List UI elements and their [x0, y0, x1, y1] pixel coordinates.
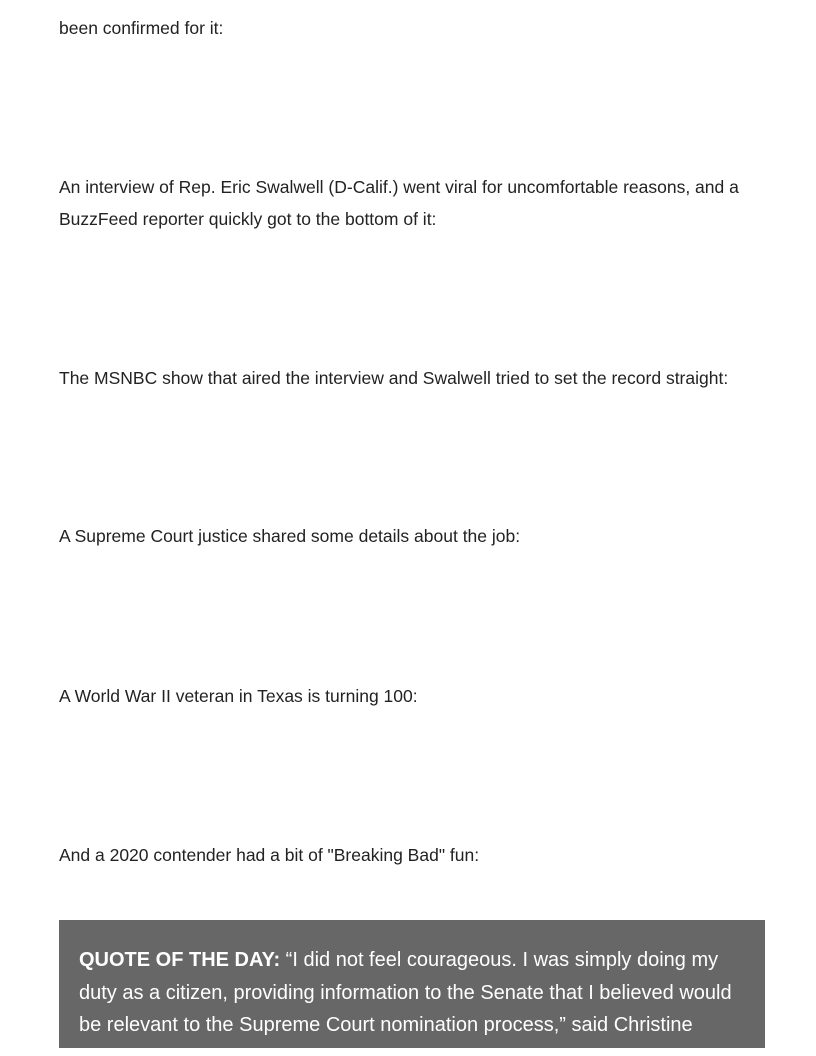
article-paragraph: A World War II veteran in Texas is turning 100: — [59, 686, 418, 706]
quote-label: QUOTE OF THE DAY: — [79, 949, 281, 971]
article-paragraph: An interview of Rep. Eric Swalwell (D-Calif.) went viral for uncomfortable reasons, and a BuzzFeed reporter quickly got to the bottom of it: — [59, 177, 739, 229]
quote-of-the-day-box — [59, 920, 765, 1048]
article-paragraph: And a 2020 contender had a bit of "Breaking Bad" fun: — [59, 845, 480, 865]
quote-text — [79, 944, 745, 1042]
article-paragraph: been confirmed for it: — [59, 18, 224, 38]
quote-body: “I did not feel courageous. I was simply doing my duty as a citizen, providing information to the Senate that I believed would be relevant to the Supreme Court nomination process,” said Christine — [79, 949, 732, 1036]
article-paragraph: The MSNBC show that aired the interview and Swalwell tried to set the record straight: — [59, 368, 729, 388]
article-paragraph: A Supreme Court justice shared some details about the job: — [59, 526, 521, 546]
